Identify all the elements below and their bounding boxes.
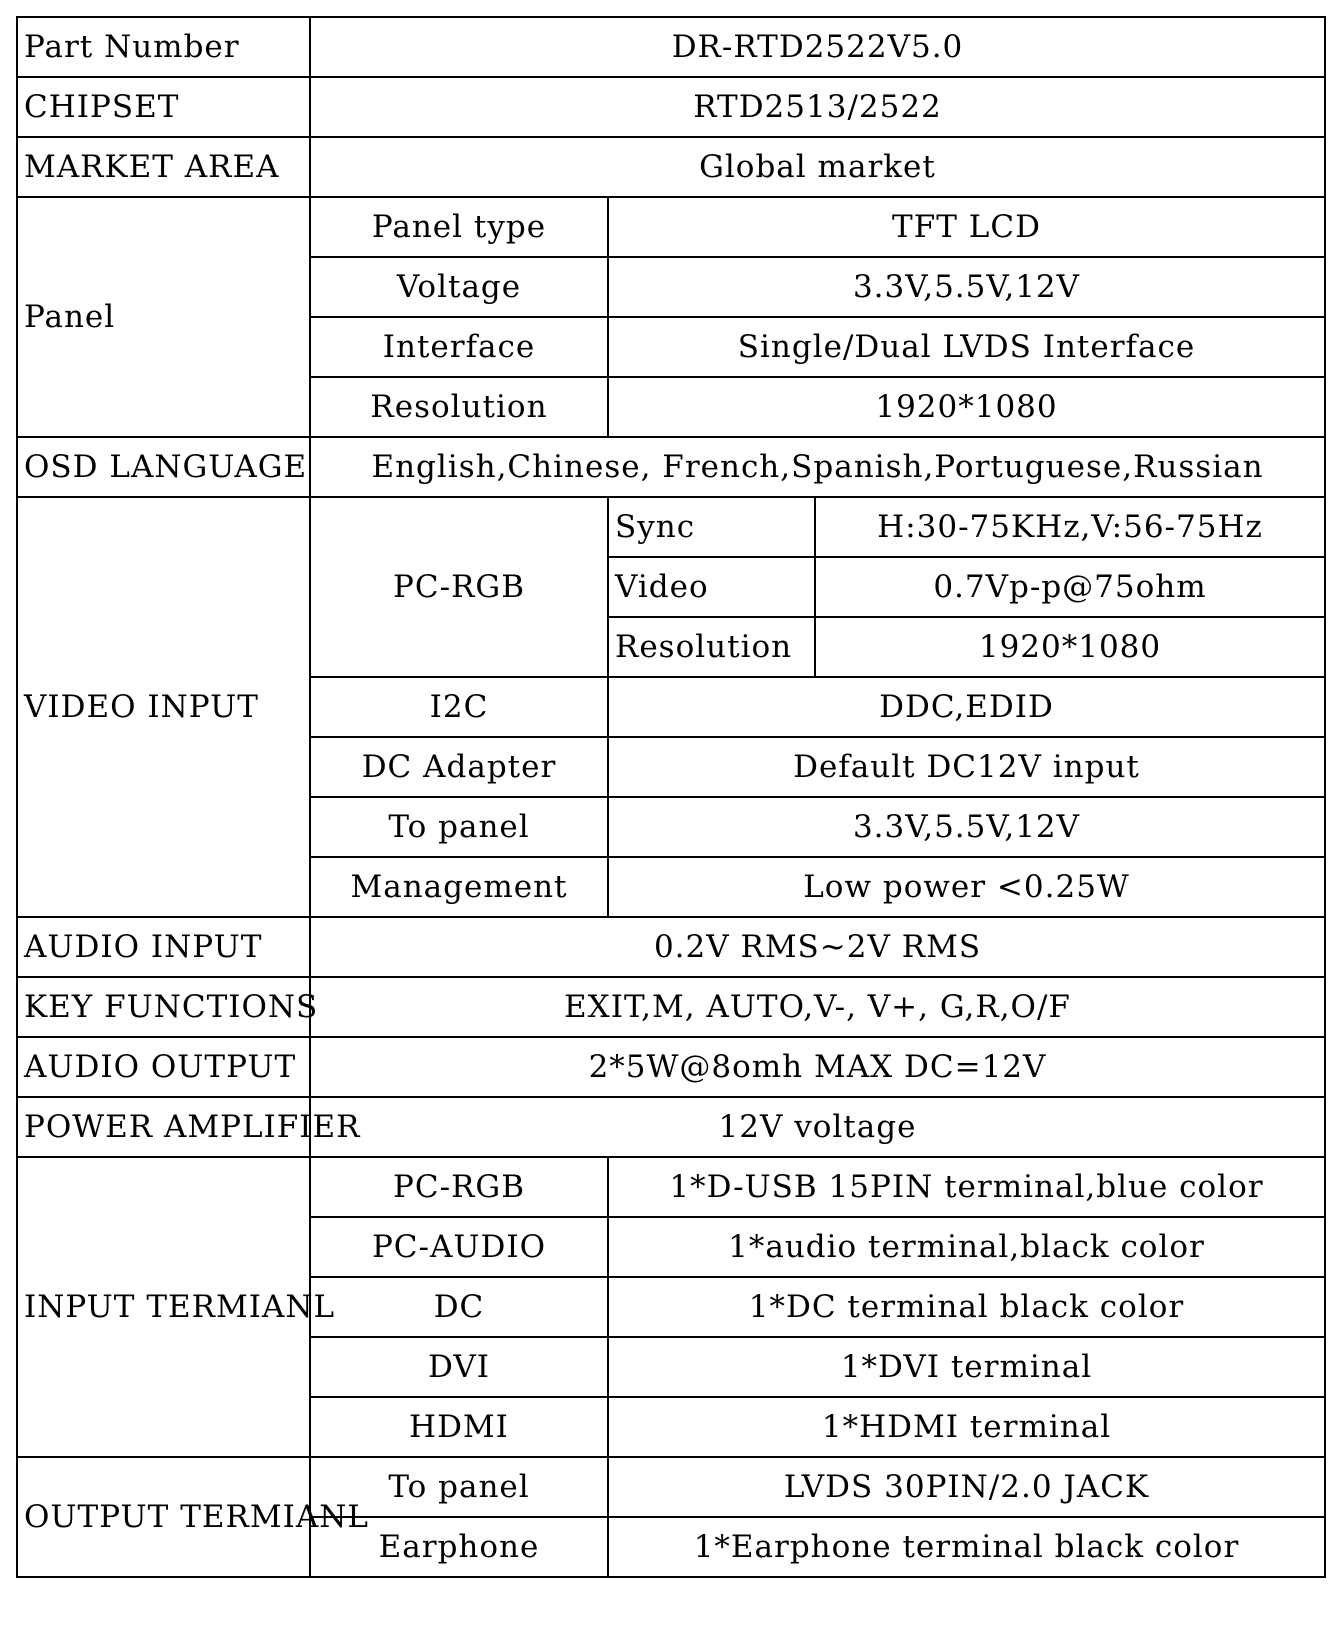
panel-voltage-value: 3.3V,5.5V,12V xyxy=(608,257,1325,317)
chipset-value: RTD2513/2522 xyxy=(310,77,1325,137)
panel-resolution-label: Resolution xyxy=(310,377,608,437)
dc-adapter-value: Default DC12V input xyxy=(608,737,1325,797)
osd-language-value: English,Chinese, French,Spanish,Portuguese,Russian xyxy=(310,437,1325,497)
osd-language-label: OSD LANGUAGE xyxy=(17,437,310,497)
input-dc-value: 1*DC terminal black color xyxy=(608,1277,1325,1337)
sync-label: Sync xyxy=(608,497,815,557)
input-pc-rgb-label: PC-RGB xyxy=(310,1157,608,1217)
table-row xyxy=(17,1037,1325,1097)
audio-output-value: 2*5W@8omh MAX DC=12V xyxy=(310,1037,1325,1097)
output-earphone-label: Earphone xyxy=(310,1517,608,1577)
management-label: Management xyxy=(310,857,608,917)
panel-voltage-label: Voltage xyxy=(310,257,608,317)
audio-output-label: AUDIO OUTPUT xyxy=(17,1037,310,1097)
market-area-label: MARKET AREA xyxy=(17,137,310,197)
panel-interface-value: Single/Dual LVDS Interface xyxy=(608,317,1325,377)
table-row xyxy=(17,917,1325,977)
management-value: Low power <0.25W xyxy=(608,857,1325,917)
input-dvi-label: DVI xyxy=(310,1337,608,1397)
output-to-panel-label: To panel xyxy=(310,1457,608,1517)
chipset-label: CHIPSET xyxy=(17,77,310,137)
key-functions-value: EXIT,M, AUTO,V-, V+, G,R,O/F xyxy=(310,977,1325,1037)
table-row xyxy=(17,977,1325,1037)
input-dvi-value: 1*DVI terminal xyxy=(608,1337,1325,1397)
input-hdmi-label: HDMI xyxy=(310,1397,608,1457)
video-input-label: VIDEO INPUT xyxy=(17,497,310,917)
i2c-value: DDC,EDID xyxy=(608,677,1325,737)
table-row xyxy=(17,17,1325,77)
table-row xyxy=(17,497,1325,557)
output-to-panel-value: LVDS 30PIN/2.0 JACK xyxy=(608,1457,1325,1517)
table-row xyxy=(17,137,1325,197)
panel-type-value: TFT LCD xyxy=(608,197,1325,257)
input-terminal-label: INPUT TERMIANL xyxy=(17,1157,310,1457)
table-row xyxy=(17,197,1325,257)
video-to-panel-label: To panel xyxy=(310,797,608,857)
market-area-value: Global market xyxy=(310,137,1325,197)
input-pc-rgb-value: 1*D-USB 15PIN terminal,blue color xyxy=(608,1157,1325,1217)
power-amplifier-value: 12V voltage xyxy=(310,1097,1325,1157)
part-number-label: Part Number xyxy=(17,17,310,77)
output-earphone-value: 1*Earphone terminal black color xyxy=(608,1517,1325,1577)
panel-resolution-value: 1920*1080 xyxy=(608,377,1325,437)
dc-adapter-label: DC Adapter xyxy=(310,737,608,797)
video-to-panel-value: 3.3V,5.5V,12V xyxy=(608,797,1325,857)
table-row xyxy=(17,1457,1325,1517)
audio-input-value: 0.2V RMS~2V RMS xyxy=(310,917,1325,977)
output-terminal-label: OUTPUT TERMIANL xyxy=(17,1457,310,1577)
table-row xyxy=(17,1097,1325,1157)
spec-table xyxy=(16,16,1326,1578)
input-pc-audio-label: PC-AUDIO xyxy=(310,1217,608,1277)
table-row xyxy=(17,437,1325,497)
video-value: 0.7Vp-p@75ohm xyxy=(815,557,1325,617)
video-resolution-label: Resolution xyxy=(608,617,815,677)
video-label: Video xyxy=(608,557,815,617)
panel-interface-label: Interface xyxy=(310,317,608,377)
table-row xyxy=(17,77,1325,137)
audio-input-label: AUDIO INPUT xyxy=(17,917,310,977)
sync-value: H:30-75KHz,V:56-75Hz xyxy=(815,497,1325,557)
key-functions-label: KEY FUNCTIONS xyxy=(17,977,310,1037)
video-resolution-value: 1920*1080 xyxy=(815,617,1325,677)
i2c-label: I2C xyxy=(310,677,608,737)
part-number-value: DR-RTD2522V5.0 xyxy=(310,17,1325,77)
input-hdmi-value: 1*HDMI terminal xyxy=(608,1397,1325,1457)
panel-label: Panel xyxy=(17,197,310,437)
power-amplifier-label: POWER AMPLIFIER xyxy=(17,1097,310,1157)
input-dc-label: DC xyxy=(310,1277,608,1337)
video-pc-rgb-label: PC-RGB xyxy=(310,497,608,677)
input-pc-audio-value: 1*audio terminal,black color xyxy=(608,1217,1325,1277)
panel-type-label: Panel type xyxy=(310,197,608,257)
table-row xyxy=(17,1157,1325,1217)
